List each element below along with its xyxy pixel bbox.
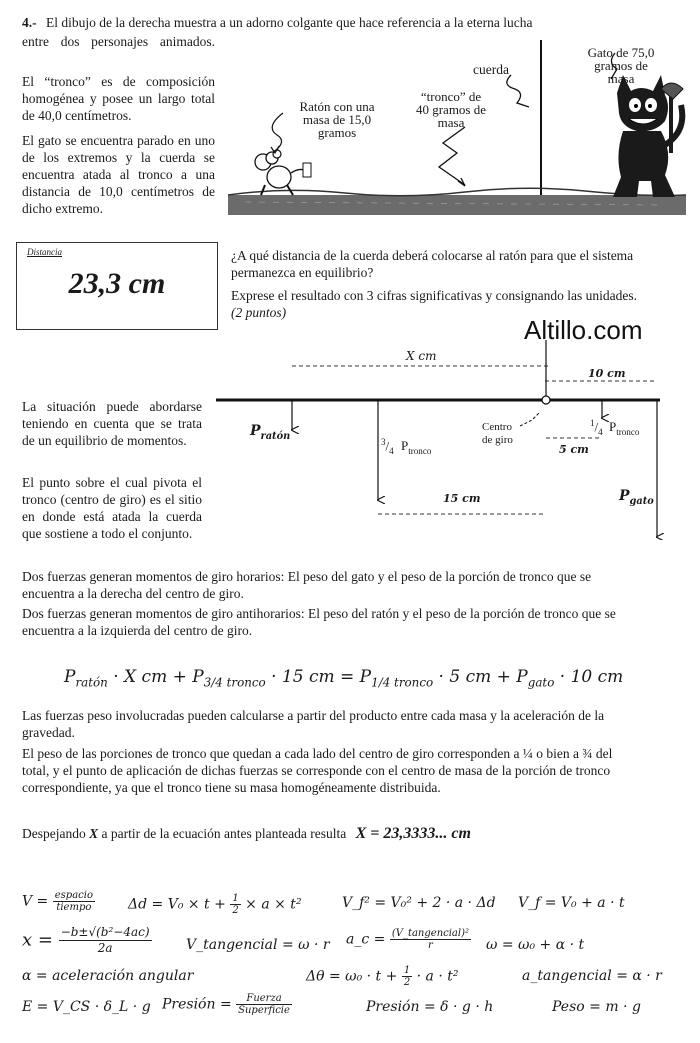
formula-delta-theta [306, 965, 458, 988]
f10-frac [402, 965, 412, 988]
question-text: ¿A qué distancia de la cuerda deberá colocarse al ratón para que el sistema permanezca en equilibrio? [231, 248, 634, 280]
f2-main: Δd = V₀ × t + [128, 896, 231, 913]
f1-frac [53, 890, 95, 913]
f13-num: Fuerza [236, 993, 292, 1005]
pesos-paragraph: Las fuerzas peso involucradas pueden calcularse a partir del producto entre cada masa y la aceleración de la gravedad. [22, 708, 605, 740]
formula-alpha: α = aceleración angular [22, 968, 194, 984]
f7-num: (V_tangencial)² [391, 928, 470, 939]
f7-den: r [428, 940, 433, 951]
f1-lhs: V = [22, 893, 53, 910]
eq-five-term: · 5 cm + [433, 667, 517, 687]
formula-vf-squared: V_f² = V₀² + 2 · a · Δd [342, 895, 496, 911]
p-gato-sub: gato [629, 495, 654, 507]
fifteen-cm-label: 15 cm [443, 492, 481, 505]
eq-fifteen-term: · 15 cm = [265, 667, 360, 687]
problem-intro [22, 14, 667, 31]
x-cm-label: X cm [406, 349, 437, 363]
moment-equation [64, 667, 623, 689]
pivot-point [542, 396, 550, 404]
three-den: 4 [389, 445, 394, 456]
f2-frac [230, 893, 240, 916]
eq-p-three: P [192, 667, 204, 687]
rope-label: cuerda [473, 62, 509, 77]
formula-quadratic [22, 925, 152, 956]
problem-intro-first: El dibujo de la derecha muestra a un adorno colgante que hace referencia a la eterna lucha [46, 15, 533, 30]
f2-den: 2 [232, 905, 239, 916]
cat-figure [613, 75, 683, 197]
formula-presion-fuerza [162, 993, 292, 1016]
de-giro-text: de giro [482, 434, 513, 446]
formula-ac [346, 928, 471, 951]
eq-p-gato: P [516, 667, 528, 687]
mouse-figure [255, 150, 311, 195]
formula-vf: V_f = V₀ + a · t [518, 895, 625, 911]
eq-p-raton-sub: ratón [75, 675, 108, 690]
pivote-paragraph: El punto sobre el cual pivota el tronco (centro de giro) es el sitio en donde está atada la cuerda que sostiene a todo el conjunto. [22, 475, 202, 541]
despejando-paragraph [22, 825, 682, 842]
f5-num: −b±√(b²−4ac) [60, 925, 150, 939]
altillo-watermark: Altillo.com [524, 315, 643, 345]
f10-tail: · a · t² [412, 968, 459, 985]
answer-value: 23,3 cm [68, 267, 166, 300]
f1-den: tiempo [56, 902, 92, 913]
f13-den: Superficie [238, 1005, 290, 1016]
problem-number: 4.- [22, 15, 37, 30]
p-tronco-right-symbol: P [608, 419, 617, 435]
p-gato-symbol: P [619, 488, 630, 504]
situacion-paragraph: La situación puede abordarse teniendo en cuenta que se trata de un equilibrio de momentos. [22, 399, 202, 448]
p-raton-symbol: P [250, 423, 261, 439]
ten-cm-label: 10 cm [588, 367, 626, 380]
f5-den: 2a [97, 941, 113, 955]
answer-box [16, 242, 218, 330]
trunk-log [228, 195, 686, 215]
despejando-var: X [89, 826, 99, 841]
formula-v-tangencial: V_tangencial = ω · r [186, 937, 330, 953]
p-tronco-sub: tronco [408, 445, 432, 456]
f13-frac [236, 993, 292, 1016]
p-raton-label [250, 423, 290, 442]
problem-intro-cont: entre dos personajes animados. [22, 34, 215, 49]
formula-peso: Peso = m · g [552, 999, 641, 1015]
f7-lhs: a_c = [346, 931, 390, 948]
formula-a-tangencial: a_tangencial = α · r [522, 968, 662, 984]
f5-frac [59, 925, 152, 956]
p-tronco-right-sub: tronco [616, 426, 640, 437]
eq-p-gato-sub: gato [527, 675, 555, 690]
centro-de-giro-label [482, 421, 513, 447]
five-cm-label: 5 cm [559, 443, 589, 456]
eq-x-term: · X cm + [107, 667, 193, 687]
f10-den: 2 [403, 977, 411, 988]
porciones-paragraph: El peso de las porciones de tronco que quedan a cada lado del centro de giro corresponden a ¼ o bien a ¾ del total, y el punto de aplicación de dichas fuerzas se corresponde con el centro de masa de la porción de tronco correspondiente, ya que el tronco tiene su masa homogéneamente distribuida. [22, 746, 613, 795]
trunk-label: “tronco” de 40 gramos de masa [415, 89, 487, 130]
formula-omega: ω = ω₀ + α · t [486, 937, 585, 953]
horarios-paragraph: Dos fuerzas generan momentos de giro horarios: El peso del gato y el peso de la porción de tronco que se encuentra a la derecha del centro de giro. [22, 569, 592, 601]
points-text: (2 puntos) [231, 305, 287, 320]
instruction-text: Exprese el resultado con 3 cifras significativas y consignando las unidades. [231, 288, 638, 303]
eq-p-quarter: P [359, 667, 372, 687]
despejando-post: a partir de la ecuación antes planteada resulta [98, 826, 347, 841]
f10-num: 1 [403, 965, 411, 976]
eq-p-raton: P [64, 667, 76, 687]
f5-lhs: x = [22, 929, 59, 951]
f1-num: espacio [54, 890, 93, 901]
p-tronco-symbol: P [400, 438, 409, 454]
trunk-description: El “tronco” es de composición homogénea y posee un largo total de 40,0 centímetros. [22, 74, 215, 123]
three-num: 3 [381, 437, 386, 447]
answer-label: Distancia [27, 247, 62, 257]
formula-displacement [128, 893, 302, 916]
p-quarter-label: $^1/_4$ $P_{tronco}$ [590, 418, 640, 437]
formula-presion-hidrostatica: Presión = δ · g · h [366, 999, 494, 1015]
eq-p-quarter-sub: 1/4 tronco [371, 675, 434, 690]
p-raton-sub: ratón [260, 430, 291, 442]
f10-main: Δθ = ω₀ · t + [306, 968, 402, 985]
f7-frac [390, 928, 471, 951]
quarter-den: 4 [598, 426, 603, 437]
result-value: X = 23,3333... cm [355, 825, 471, 842]
formula-empuje: E = V_CS · δ_L · g [22, 999, 151, 1015]
p-gato-label [619, 488, 654, 507]
formula-velocity [22, 890, 95, 913]
p-three-quarter-label: $^3/_4$ $P_{tronco}$ [381, 437, 432, 456]
eq-ten-term: · 10 cm [554, 667, 624, 687]
cat-label: Gato de 75,0 gramos de masa [587, 45, 655, 86]
centro-text: Centro [482, 421, 512, 433]
mouse-label: Ratón con una masa de 15,0 gramos [299, 99, 375, 140]
eq-p-three-sub: 3/4 tronco [203, 675, 266, 690]
antihorarios-paragraph: Dos fuerzas generan momentos de giro antihorarios: El peso del ratón y el peso de la porción de tronco que se encuentra a la izquierda del centro de giro. [22, 606, 616, 638]
despejando-pre: Despejando [22, 826, 90, 841]
quarter-num: 1 [590, 418, 595, 428]
f2-tail: × a × t² [240, 896, 302, 913]
f13-lhs: Presión = [162, 996, 237, 1013]
f2-num: 1 [232, 893, 239, 904]
cat-rope-description: El gato se encuentra parado en uno de los extremos y la cuerda se encuentra atada al tronco a una distancia de 10,0 centímetros de dicho extremo. [22, 133, 215, 216]
